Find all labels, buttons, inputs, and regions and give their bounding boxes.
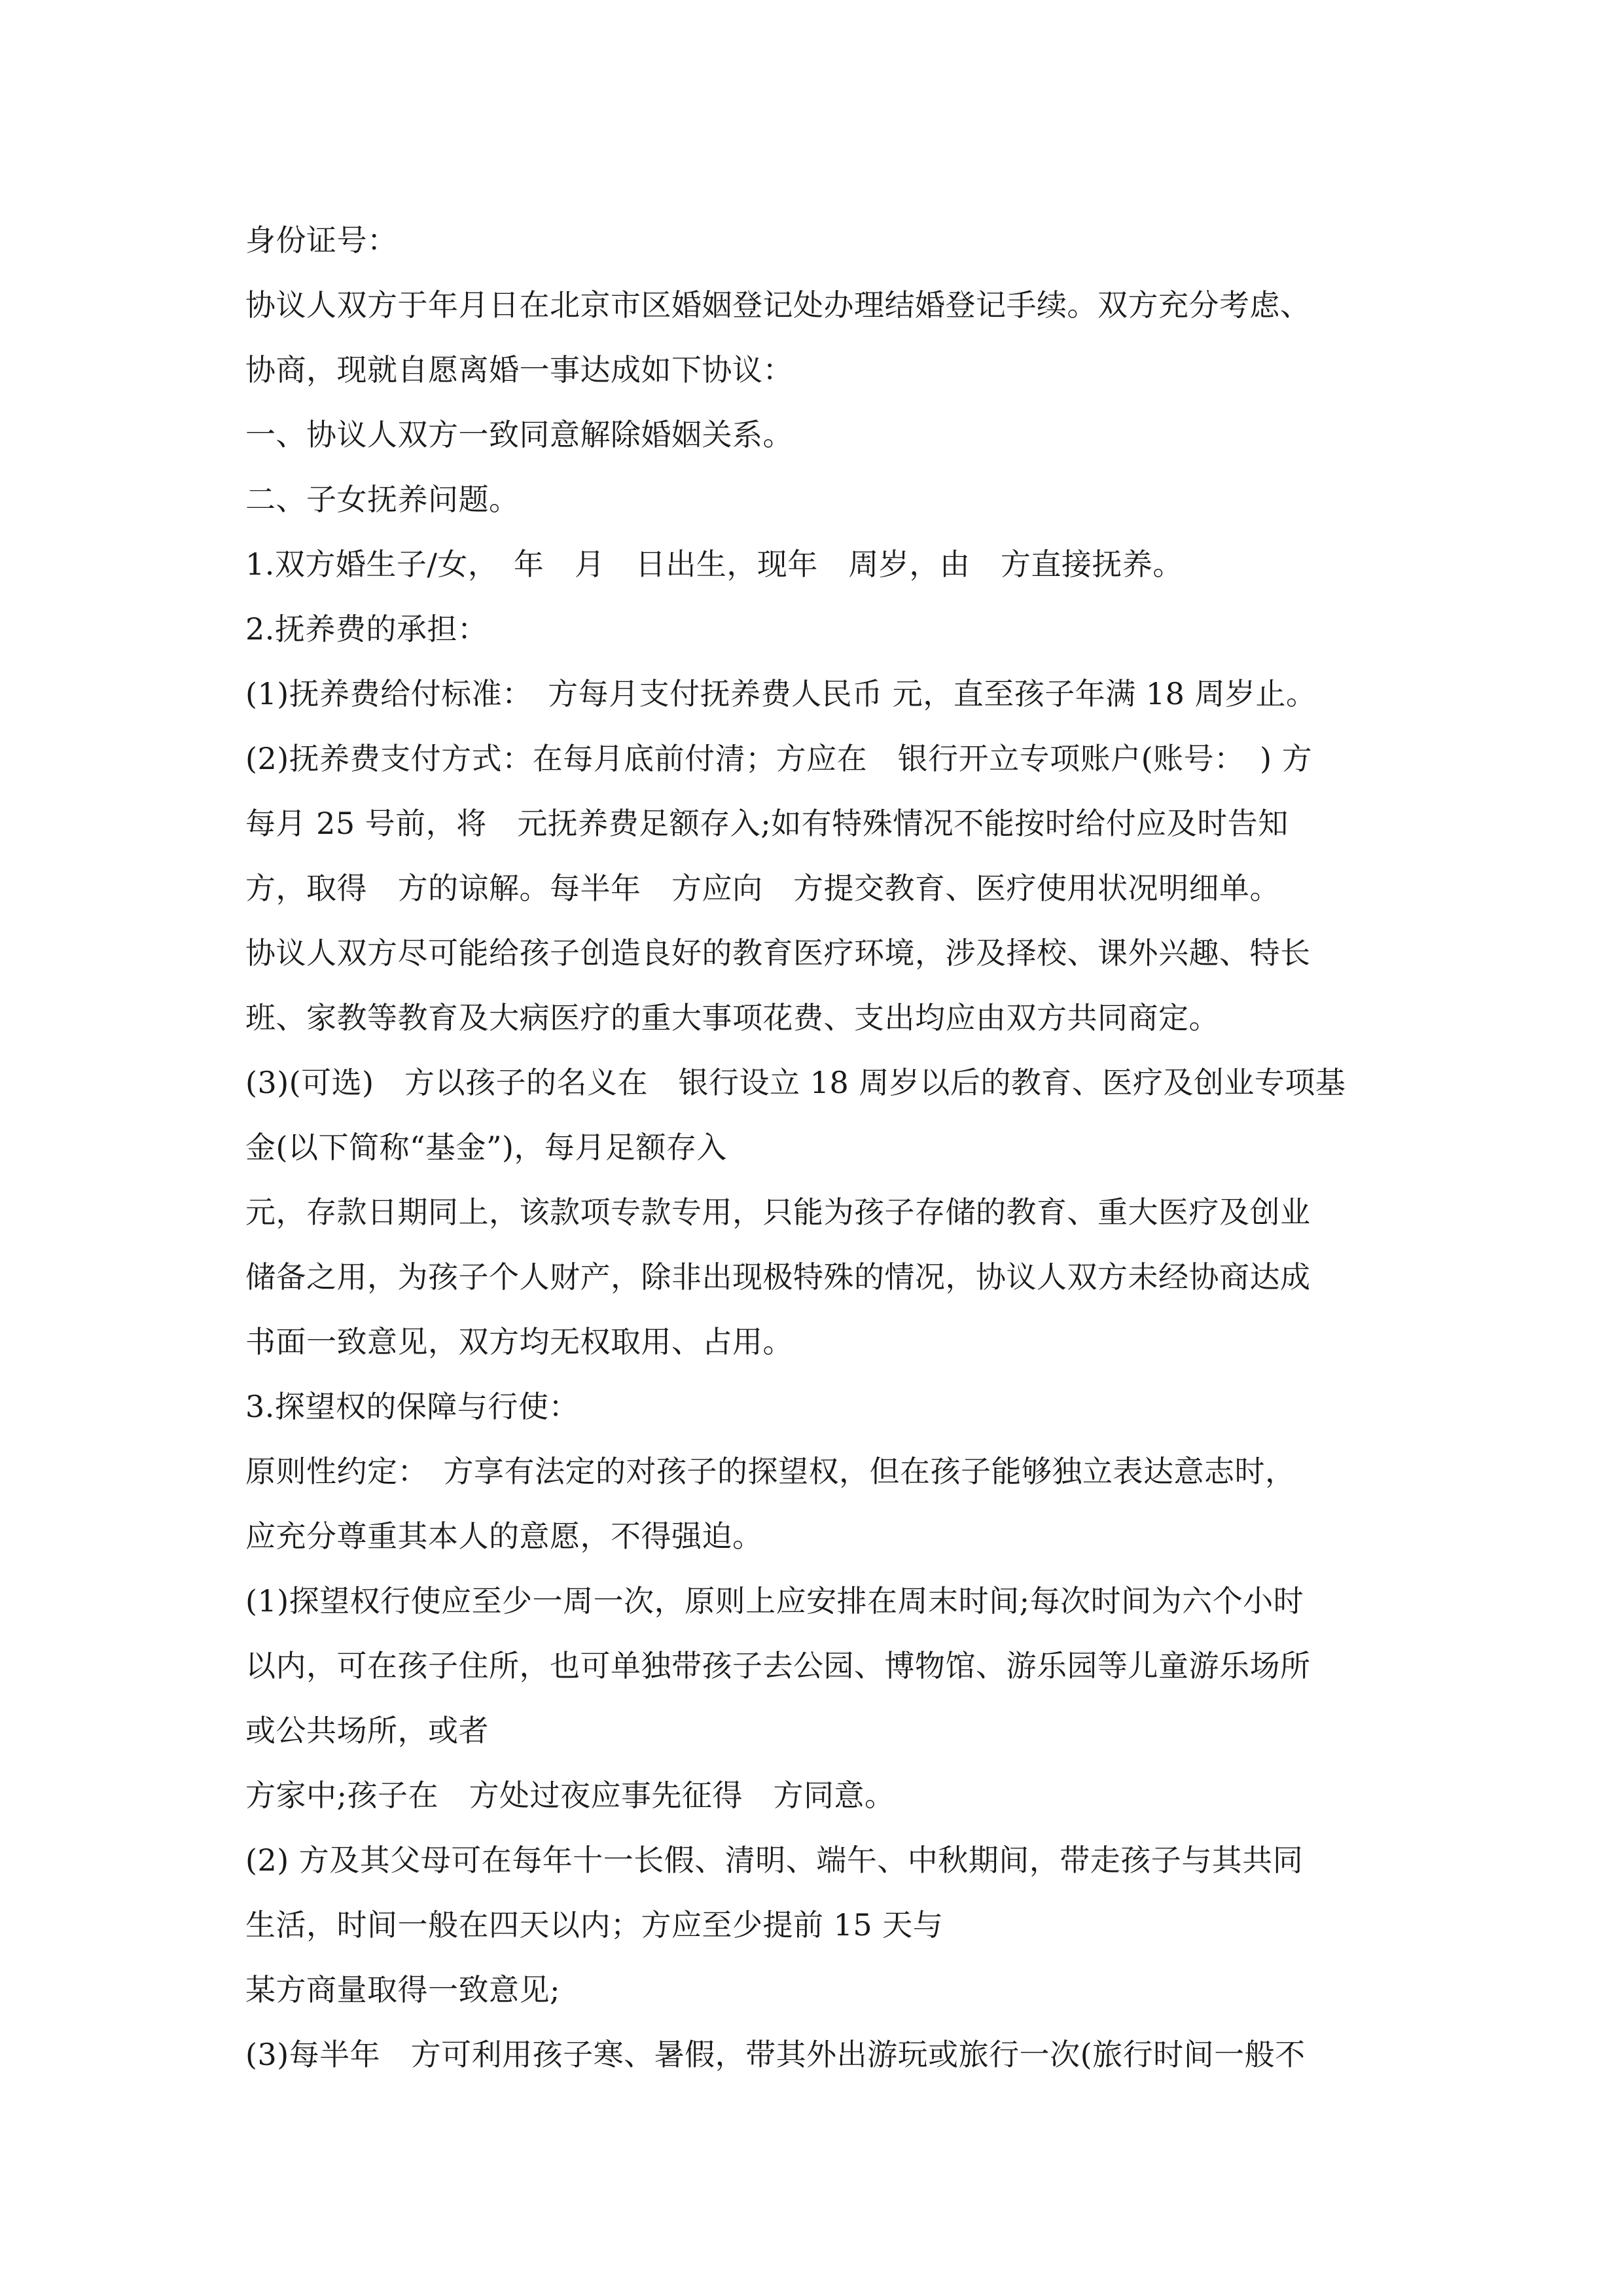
subsection-heading: 3.探望权的保障与行使： [245, 1389, 579, 1424]
paragraph-line: 储备之用，为孩子个人财产，除非出现极特殊的情况，协议人双方未经协商达成 [245, 1259, 1311, 1295]
agreement-body [245, 208, 1387, 2087]
paragraph-line: 应充分尊重其本人的意愿，不得强迫。 [245, 1518, 763, 1554]
paragraph-line: 班、家教等教育及大病医疗的重大事项花费、支出均应由双方共同商定。 [245, 1000, 1219, 1035]
paragraph-line: 协议人双方尽可能给孩子创造良好的教育医疗环境，涉及择校、课外兴趣、特长 [245, 935, 1311, 971]
paragraph-line: (1)探望权行使应至少一周一次，原则上应安排在周末时间;每次时间为六个小时 [245, 1583, 1304, 1619]
paragraph-line: (3)(可选) 方以孩子的名义在 银行设立 18 周岁以后的教育、医疗及创业专项基 [245, 1065, 1346, 1100]
paragraph-line: 协议人双方于年月日在北京市区婚姻登记处办理结婚登记手续。双方充分考虑、 [245, 287, 1311, 323]
paragraph-line: 元，存款日期同上，该款项专款专用，只能为孩子存储的教育、重大医疗及创业 [245, 1194, 1311, 1230]
paragraph-line: 原则性约定： 方享有法定的对孩子的探望权，但在孩子能够独立表达意志时， [245, 1454, 1296, 1489]
section-heading-1: 一、协议人双方一致同意解除婚姻关系。 [245, 417, 793, 452]
paragraph-line: (2) 方及其父母可在每年十一长假、清明、端午、中秋期间，带走孩子与其共同 [245, 1842, 1304, 1878]
paragraph-line: 某方商量取得一致意见; [245, 1972, 560, 2007]
paragraph-line: 书面一致意见，双方均无权取用、占用。 [245, 1324, 793, 1359]
paragraph-line: 以内，可在孩子住所，也可单独带孩子去公园、博物馆、游乐园等儿童游乐场所 [245, 1648, 1311, 1683]
id-number-line: 身份证号： [245, 223, 398, 258]
subsection-heading: 2.抚养费的承担： [245, 611, 488, 647]
paragraph-line: (3)每半年 方可利用孩子寒、暑假，带其外出游玩或旅行一次(旅行时间一般不 [245, 2037, 1306, 2072]
paragraph-line: 方家中;孩子在 方处过夜应事先征得 方同意。 [245, 1778, 895, 1813]
paragraph-line: 金(以下简称“基金”)，每月足额存入 [245, 1130, 727, 1165]
paragraph-line: 协商，现就自愿离婚一事达成如下协议： [245, 352, 793, 387]
paragraph-line: (1)抚养费给付标准： 方每月支付抚养费人民币 元，直至孩子年满 18 周岁止。 [245, 676, 1317, 711]
paragraph-line: 1.双方婚生子/女， 年 月 日出生，现年 周岁，由 方直接抚养。 [245, 547, 1183, 582]
paragraph-line: 方，取得 方的谅解。每半年 方应向 方提交教育、医疗使用状况明细单。 [245, 870, 1280, 906]
paragraph-line: 每月 25 号前，将 元抚养费足额存入;如有特殊情况不能按时给付应及时告知 [245, 806, 1289, 841]
paragraph-line: 生活，时间一般在四天以内；方应至少提前 15 天与 [245, 1907, 944, 1943]
paragraph-line: 或公共场所，或者 [245, 1713, 489, 1748]
paragraph-line: (2)抚养费支付方式：在每月底前付清；方应在 银行开立专项账户(账号： ) 方 [245, 741, 1313, 776]
section-heading-2: 二、子女抚养问题。 [245, 482, 520, 517]
